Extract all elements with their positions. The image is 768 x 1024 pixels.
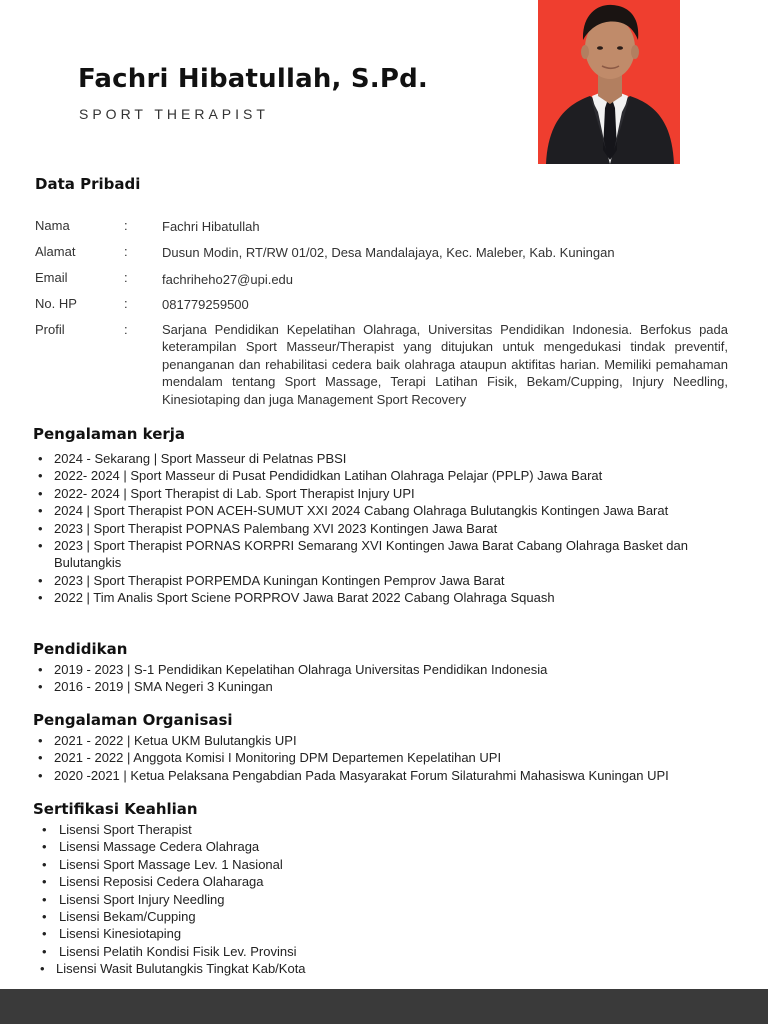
name-value: Fachri Hibatullah <box>162 219 260 234</box>
organization-list <box>34 732 754 784</box>
list-item: • 2021 - 2022 | Ketua UKM Bulutangkis UPI <box>34 732 754 749</box>
email-label: Email <box>35 270 68 285</box>
address-label: Alamat <box>35 244 76 259</box>
name-colon: : <box>124 218 128 233</box>
organization-heading: Pengalaman Organisasi <box>33 711 233 729</box>
name-label: Nama <box>35 218 70 233</box>
list-item: • Lisensi Sport Therapist <box>34 821 634 838</box>
certifications-heading: Sertifikasi Keahlian <box>33 800 198 818</box>
work-experience-heading: Pengalaman kerja <box>33 425 186 443</box>
personal-data-heading: Data Pribadi <box>35 175 141 193</box>
list-item: • 2019 - 2023 | S-1 Pendidikan Kepelatihan Olahraga Universitas Pendidikan Indonesia <box>34 661 734 678</box>
list-item: • 2024 | Sport Therapist PON ACEH-SUMUT XXI 2024 Cabang Olahraga Bulutangkis Kontingen Jawa Barat <box>34 502 724 519</box>
email-colon: : <box>124 270 128 285</box>
person-name: Fachri Hibatullah, S.Pd. <box>78 64 429 94</box>
address-value: Dusun Modin, RT/RW 01/02, Desa Mandalajaya, Kec. Maleber, Kab. Kuningan <box>162 245 615 260</box>
footer-bar <box>0 989 768 1024</box>
certifications-list <box>34 821 634 978</box>
list-item: • 2023 | Sport Therapist PORPEMDA Kuningan Kontingen Pemprov Jawa Barat <box>34 572 724 589</box>
list-item: • 2016 - 2019 | SMA Negeri 3 Kuningan <box>34 678 734 695</box>
phone-colon: : <box>124 296 128 311</box>
profile-colon: : <box>124 322 128 337</box>
work-experience-list <box>34 450 724 607</box>
profile-label: Profil <box>35 322 65 337</box>
profile-photo <box>538 0 680 164</box>
list-item: • 2021 - 2022 | Anggota Komisi I Monitoring DPM Departemen Kepelatihan UPI <box>34 749 754 766</box>
education-list <box>34 661 734 696</box>
list-item: • Lisensi Sport Injury Needling <box>34 891 634 908</box>
list-item: • 2022- 2024 | Sport Therapist di Lab. Sport Therapist Injury UPI <box>34 485 724 502</box>
list-item: • Lisensi Wasit Bulutangkis Tingkat Kab/Kota <box>34 960 634 977</box>
email-value: fachriheho27@upi.edu <box>162 272 294 287</box>
profile-summary: Sarjana Pendidikan Kepelatihan Olahraga, Universitas Pendidikan Indonesia. Berfokus pada keterampilan Sport Masseur/Therapist yang ditujukan untuk mengedukasi tindak preventif, penanganan dan rehabilitasi cedera baik olahraga ataupun aktifitas harian. Memiliki pemahaman mendalam tentang Sport Massage, Terapi Latihan Fisik, Bekam/Cupping, Injury Needling, Kinesiotaping dan juga Management Sport Recovery <box>162 322 728 407</box>
job-title: SPORT THERAPIST <box>79 106 269 122</box>
address-colon: : <box>124 244 128 259</box>
list-item: • 2023 | Sport Therapist POPNAS Palembang XVI 2023 Kontingen Jawa Barat <box>34 520 724 537</box>
list-item: • 2023 | Sport Therapist PORNAS KORPRI Semarang XVI Kontingen Jawa Barat Cabang Olahraga Basket dan Bulutangkis <box>34 537 724 572</box>
list-item: • Lisensi Massage Cedera Olahraga <box>34 838 634 855</box>
education-heading: Pendidikan <box>33 640 128 658</box>
list-item: • 2022 | Tim Analis Sport Sciene PORPROV Jawa Barat 2022 Cabang Olahraga Squash <box>34 589 724 606</box>
list-item: • 2024 - Sekarang | Sport Masseur di Pelatnas PBSI <box>34 450 724 467</box>
list-item: • Lisensi Bekam/Cupping <box>34 908 634 925</box>
list-item: • Lisensi Pelatih Kondisi Fisik Lev. Provinsi <box>34 943 634 960</box>
list-item: • Lisensi Sport Massage Lev. 1 Nasional <box>34 856 634 873</box>
list-item: • Lisensi Reposisi Cedera Olaharaga <box>34 873 634 890</box>
list-item: • Lisensi Kinesiotaping <box>34 925 634 942</box>
list-item: • 2022- 2024 | Sport Masseur di Pusat Pendididkan Latihan Olahraga Pelajar (PPLP) Jawa Barat <box>34 467 724 484</box>
phone-label: No. HP <box>35 296 77 311</box>
phone-value: 081779259500 <box>162 297 249 312</box>
list-item: • 2020 -2021 | Ketua Pelaksana Pengabdian Pada Masyarakat Forum Silaturahmi Mahasiswa Kuningan UPI <box>34 767 754 784</box>
